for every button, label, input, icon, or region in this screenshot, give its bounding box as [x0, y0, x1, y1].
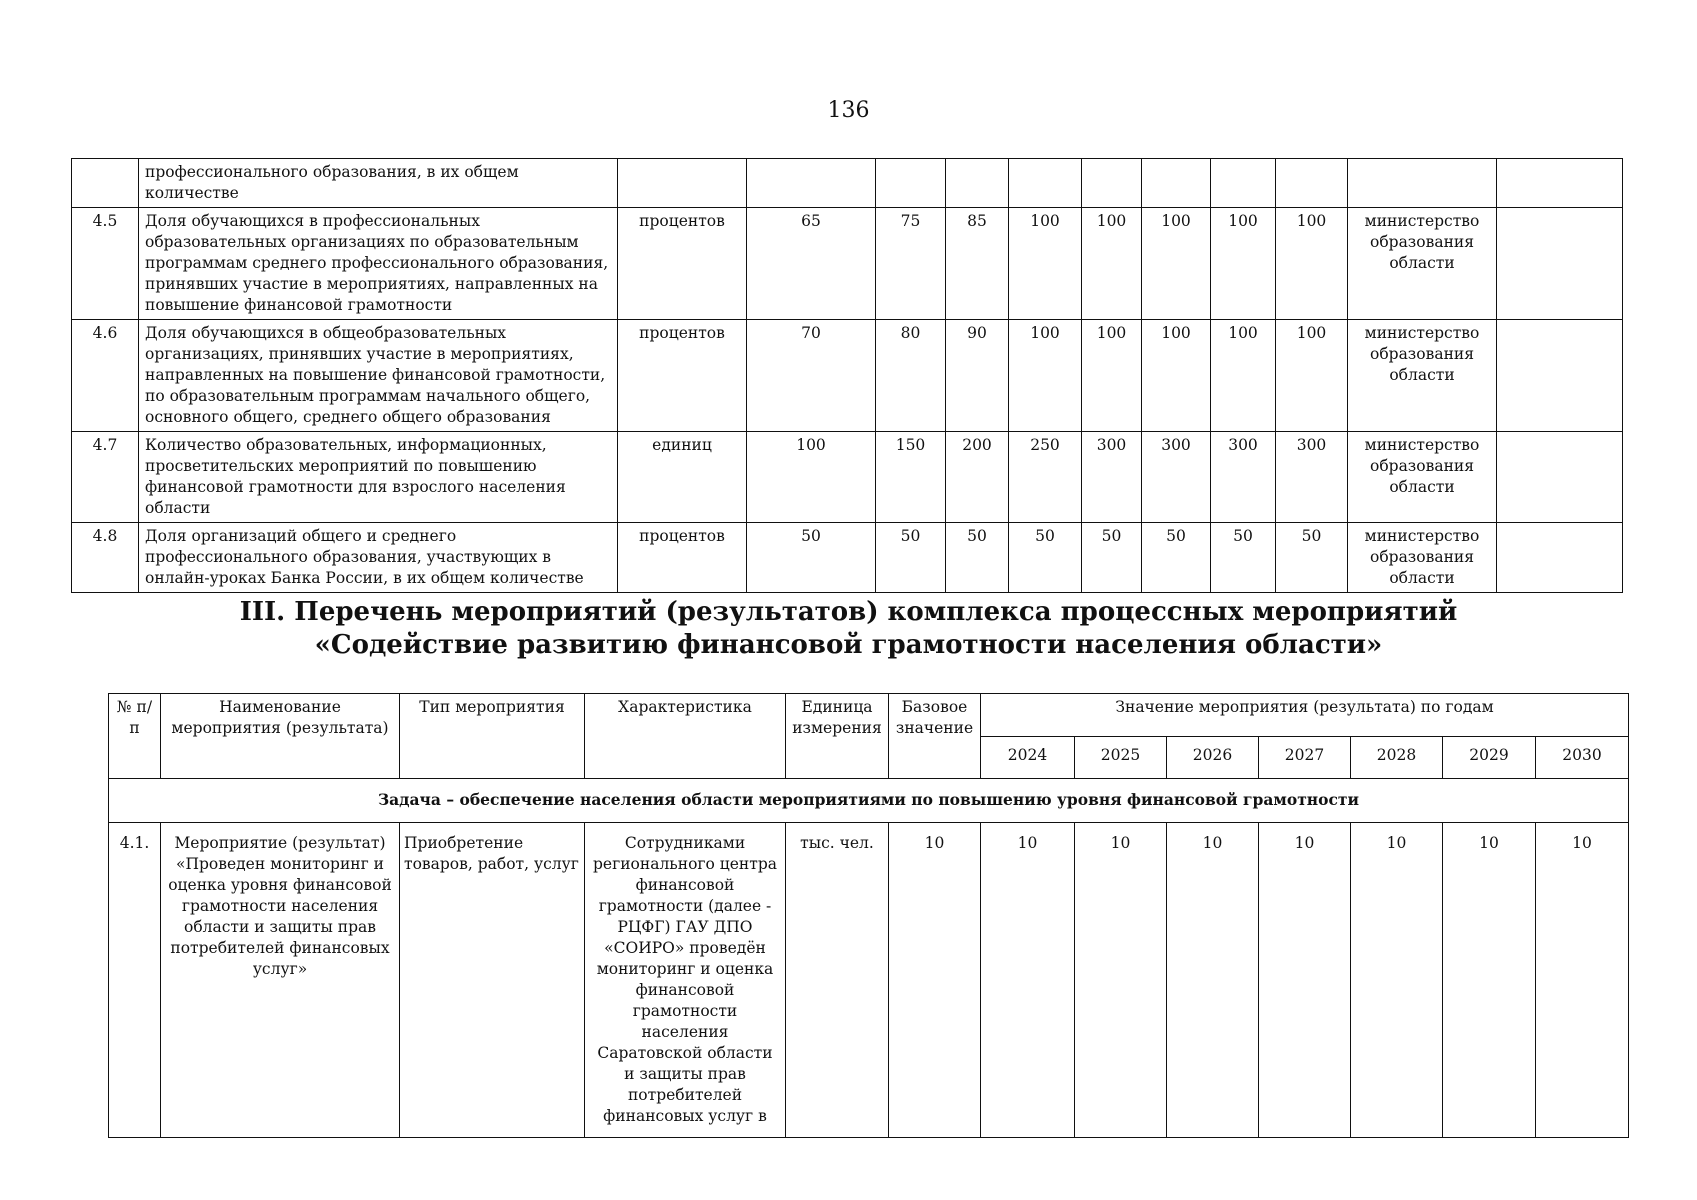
value-cell: 300 — [1142, 432, 1211, 523]
unit-cell: процентов — [618, 320, 747, 432]
value-cell: 300 — [1082, 432, 1142, 523]
row-number: 4.5 — [72, 208, 139, 320]
value-cell: 100 — [1276, 320, 1348, 432]
value-cell: 200 — [946, 432, 1009, 523]
empty-cell — [1497, 432, 1623, 523]
section-title-line: III. Перечень мероприятий (результатов) комплекса процессных мероприятий — [239, 597, 1458, 627]
value-cell — [1009, 159, 1082, 208]
table-row — [72, 208, 1623, 320]
value-cell: 100 — [1082, 320, 1142, 432]
value-cell: 10 — [1167, 823, 1259, 1138]
value-cell: 50 — [1276, 523, 1348, 593]
table-row — [109, 823, 1629, 1138]
indicators-table — [71, 158, 1623, 593]
empty-cell — [1497, 320, 1623, 432]
value-cell: 100 — [1142, 320, 1211, 432]
value-cell: 100 — [1082, 208, 1142, 320]
header-year: 2028 — [1351, 737, 1443, 779]
value-cell: 10 — [1075, 823, 1167, 1138]
value-cell: 65 — [747, 208, 876, 320]
value-cell: 300 — [1276, 432, 1348, 523]
row-number: 4.8 — [72, 523, 139, 593]
header-base: Базовое значение — [889, 694, 981, 779]
header-year: 2027 — [1259, 737, 1351, 779]
value-cell — [1276, 159, 1348, 208]
activity-characteristic: Сотрудниками регионального центра финансовой грамотности (далее - РЦФГ) ГАУ ДПО «СОИРО» проведён мониторинг и оценка финансовой грамотности населения Саратовской области и защиты прав потребителей финансовых услуг в — [585, 823, 786, 1138]
value-cell: 10 — [981, 823, 1075, 1138]
unit-cell: процентов — [618, 523, 747, 593]
value-cell: 50 — [1211, 523, 1276, 593]
header-characteristic: Характеристика — [585, 694, 786, 779]
value-cell: 70 — [747, 320, 876, 432]
header-type: Тип мероприятия — [400, 694, 585, 779]
header-year: 2029 — [1443, 737, 1536, 779]
value-cell: 100 — [747, 432, 876, 523]
responsible-cell: министерство образования области — [1348, 320, 1497, 432]
value-cell: 100 — [1211, 320, 1276, 432]
empty-cell — [1497, 523, 1623, 593]
value-cell: 300 — [1211, 432, 1276, 523]
header-year: 2025 — [1075, 737, 1167, 779]
responsible-cell: министерство образования области — [1348, 432, 1497, 523]
value-cell: 100 — [1009, 320, 1082, 432]
value-cell: 100 — [1009, 208, 1082, 320]
table-row — [72, 523, 1623, 593]
header-year: 2026 — [1167, 737, 1259, 779]
indicator-name: профессионального образования, в их общем количестве — [139, 159, 618, 208]
table-row — [72, 159, 1623, 208]
responsible-cell: министерство образования области — [1348, 208, 1497, 320]
value-cell: 80 — [876, 320, 946, 432]
activity-name: Мероприятие (результат) «Проведен мониторинг и оценка уровня финансовой грамотности населения области и защиты прав потребителей финансовых услуг» — [161, 823, 400, 1138]
responsible-cell — [1348, 159, 1497, 208]
indicator-name: Количество образовательных, информационных, просветительских мероприятий по повышению финансовой грамотности для взрослого населения области — [139, 432, 618, 523]
value-cell: 85 — [946, 208, 1009, 320]
indicator-name: Доля обучающихся в профессиональных образовательных организациях по образовательным программам среднего профессионального образования, принявших участие в мероприятиях, направленных на повышение финансовой грамотности — [139, 208, 618, 320]
base-value: 10 — [889, 823, 981, 1138]
unit-cell — [618, 159, 747, 208]
responsible-cell: министерство образования области — [1348, 523, 1497, 593]
value-cell — [1082, 159, 1142, 208]
table-row — [72, 432, 1623, 523]
row-number: 4.6 — [72, 320, 139, 432]
value-cell: 100 — [1276, 208, 1348, 320]
value-cell: 50 — [876, 523, 946, 593]
row-number — [72, 159, 139, 208]
value-cell: 50 — [1009, 523, 1082, 593]
row-number: 4.7 — [72, 432, 139, 523]
header-row — [109, 694, 1629, 737]
indicator-name: Доля обучающихся в общеобразовательных организациях, принявших участие в мероприятиях, направленных на повышение финансовой грамотности, по образовательным программам начального общего, основного общего, среднего общего образования — [139, 320, 618, 432]
indicator-name: Доля организаций общего и среднего профессионального образования, участвующих в онлайн-уроках Банка России, в их общем количестве — [139, 523, 618, 593]
value-cell — [1211, 159, 1276, 208]
value-cell — [876, 159, 946, 208]
value-cell: 10 — [1443, 823, 1536, 1138]
value-cell: 50 — [747, 523, 876, 593]
page-number: 136 — [827, 98, 870, 123]
header-num: № п/п — [109, 694, 161, 779]
header-year: 2024 — [981, 737, 1075, 779]
value-cell: 10 — [1259, 823, 1351, 1138]
value-cell: 100 — [1211, 208, 1276, 320]
activities-table — [108, 693, 1629, 1138]
row-number: 4.1. — [109, 823, 161, 1138]
value-cell: 50 — [1142, 523, 1211, 593]
value-cell: 150 — [876, 432, 946, 523]
value-cell: 75 — [876, 208, 946, 320]
empty-cell — [1497, 208, 1623, 320]
value-cell: 10 — [1536, 823, 1629, 1138]
value-cell: 10 — [1351, 823, 1443, 1138]
value-cell — [946, 159, 1009, 208]
value-cell: 50 — [1082, 523, 1142, 593]
section-title-line: «Содействие развитию финансовой грамотности населения области» — [314, 630, 1383, 660]
activity-type: Приобретение товаров, работ, услуг — [400, 823, 585, 1138]
value-cell — [747, 159, 876, 208]
header-values-by-year: Значение мероприятия (результата) по годам — [981, 694, 1629, 737]
unit-cell: процентов — [618, 208, 747, 320]
section-heading — [0, 596, 1697, 662]
task-text: Задача – обеспечение населения области мероприятиями по повышению уровня финансовой грамотности — [109, 779, 1629, 823]
header-year: 2030 — [1536, 737, 1629, 779]
task-row — [109, 779, 1629, 823]
table-row — [72, 320, 1623, 432]
unit-cell: единиц — [618, 432, 747, 523]
unit-cell: тыс. чел. — [786, 823, 889, 1138]
value-cell: 100 — [1142, 208, 1211, 320]
empty-cell — [1497, 159, 1623, 208]
value-cell — [1142, 159, 1211, 208]
value-cell: 90 — [946, 320, 1009, 432]
value-cell: 50 — [946, 523, 1009, 593]
header-unit: Единица измерения — [786, 694, 889, 779]
header-name: Наименование мероприятия (результата) — [161, 694, 400, 779]
value-cell: 250 — [1009, 432, 1082, 523]
